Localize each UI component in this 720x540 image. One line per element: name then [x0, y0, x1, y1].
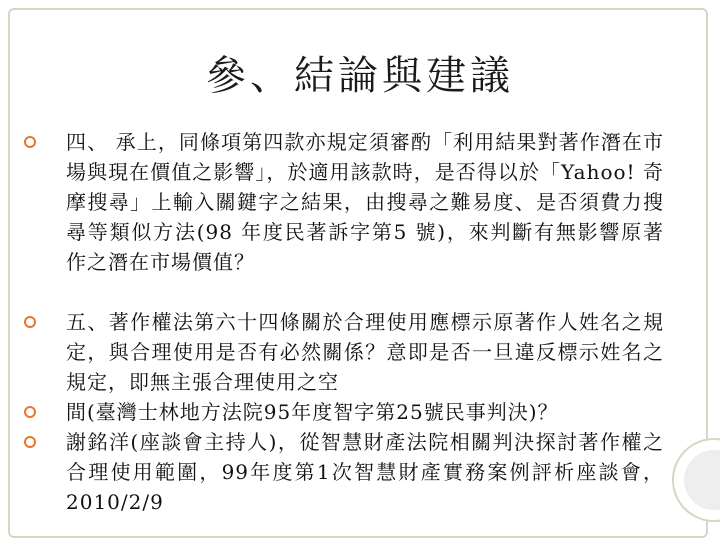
- bullet-text: 謝銘洋(座談會主持人)，從智慧財產法院相關判決探討著作權之合理使用範圍，99年度第1次智慧財產實務案例評析座談會，2010/2/9: [66, 430, 664, 514]
- bullet-text: 五、著作權法第六十四條關於合理使用應標示原著作人姓名之規定，與合理使用是否有必然關係？意即是否一旦違反標示姓名之規定，即無主張合理使用之空: [66, 310, 664, 394]
- slide-title: 參、結論與建議: [206, 53, 514, 99]
- bullet-item-4: [24, 427, 664, 517]
- bullet-list: [24, 127, 664, 517]
- bullet-ring-icon: [24, 406, 36, 418]
- bullet-ring-icon: [24, 436, 36, 448]
- bullet-text: 四、 承上，同條項第四款亦規定須審酌「利用結果對著作潛在市場與現在價值之影響」，於適用該款時，是否得以於「Yahoo! 奇摩搜尋」上輸入關鍵字之結果，由搜尋之難易度、是否須費力搜尋等類似方法(98 年度民著訴字第5 號)，來判斷有無影響原著作之潛在市場價值？: [66, 130, 664, 274]
- bullet-ring-icon: [24, 316, 36, 328]
- bullet-item-1: [24, 127, 664, 307]
- bullet-item-3: [24, 397, 664, 427]
- bullet-ring-icon: [24, 136, 36, 148]
- bullet-text: 間(臺灣士林地方法院95年度智字第25號民事判決)？: [66, 400, 559, 424]
- bullet-item-2: [24, 307, 664, 397]
